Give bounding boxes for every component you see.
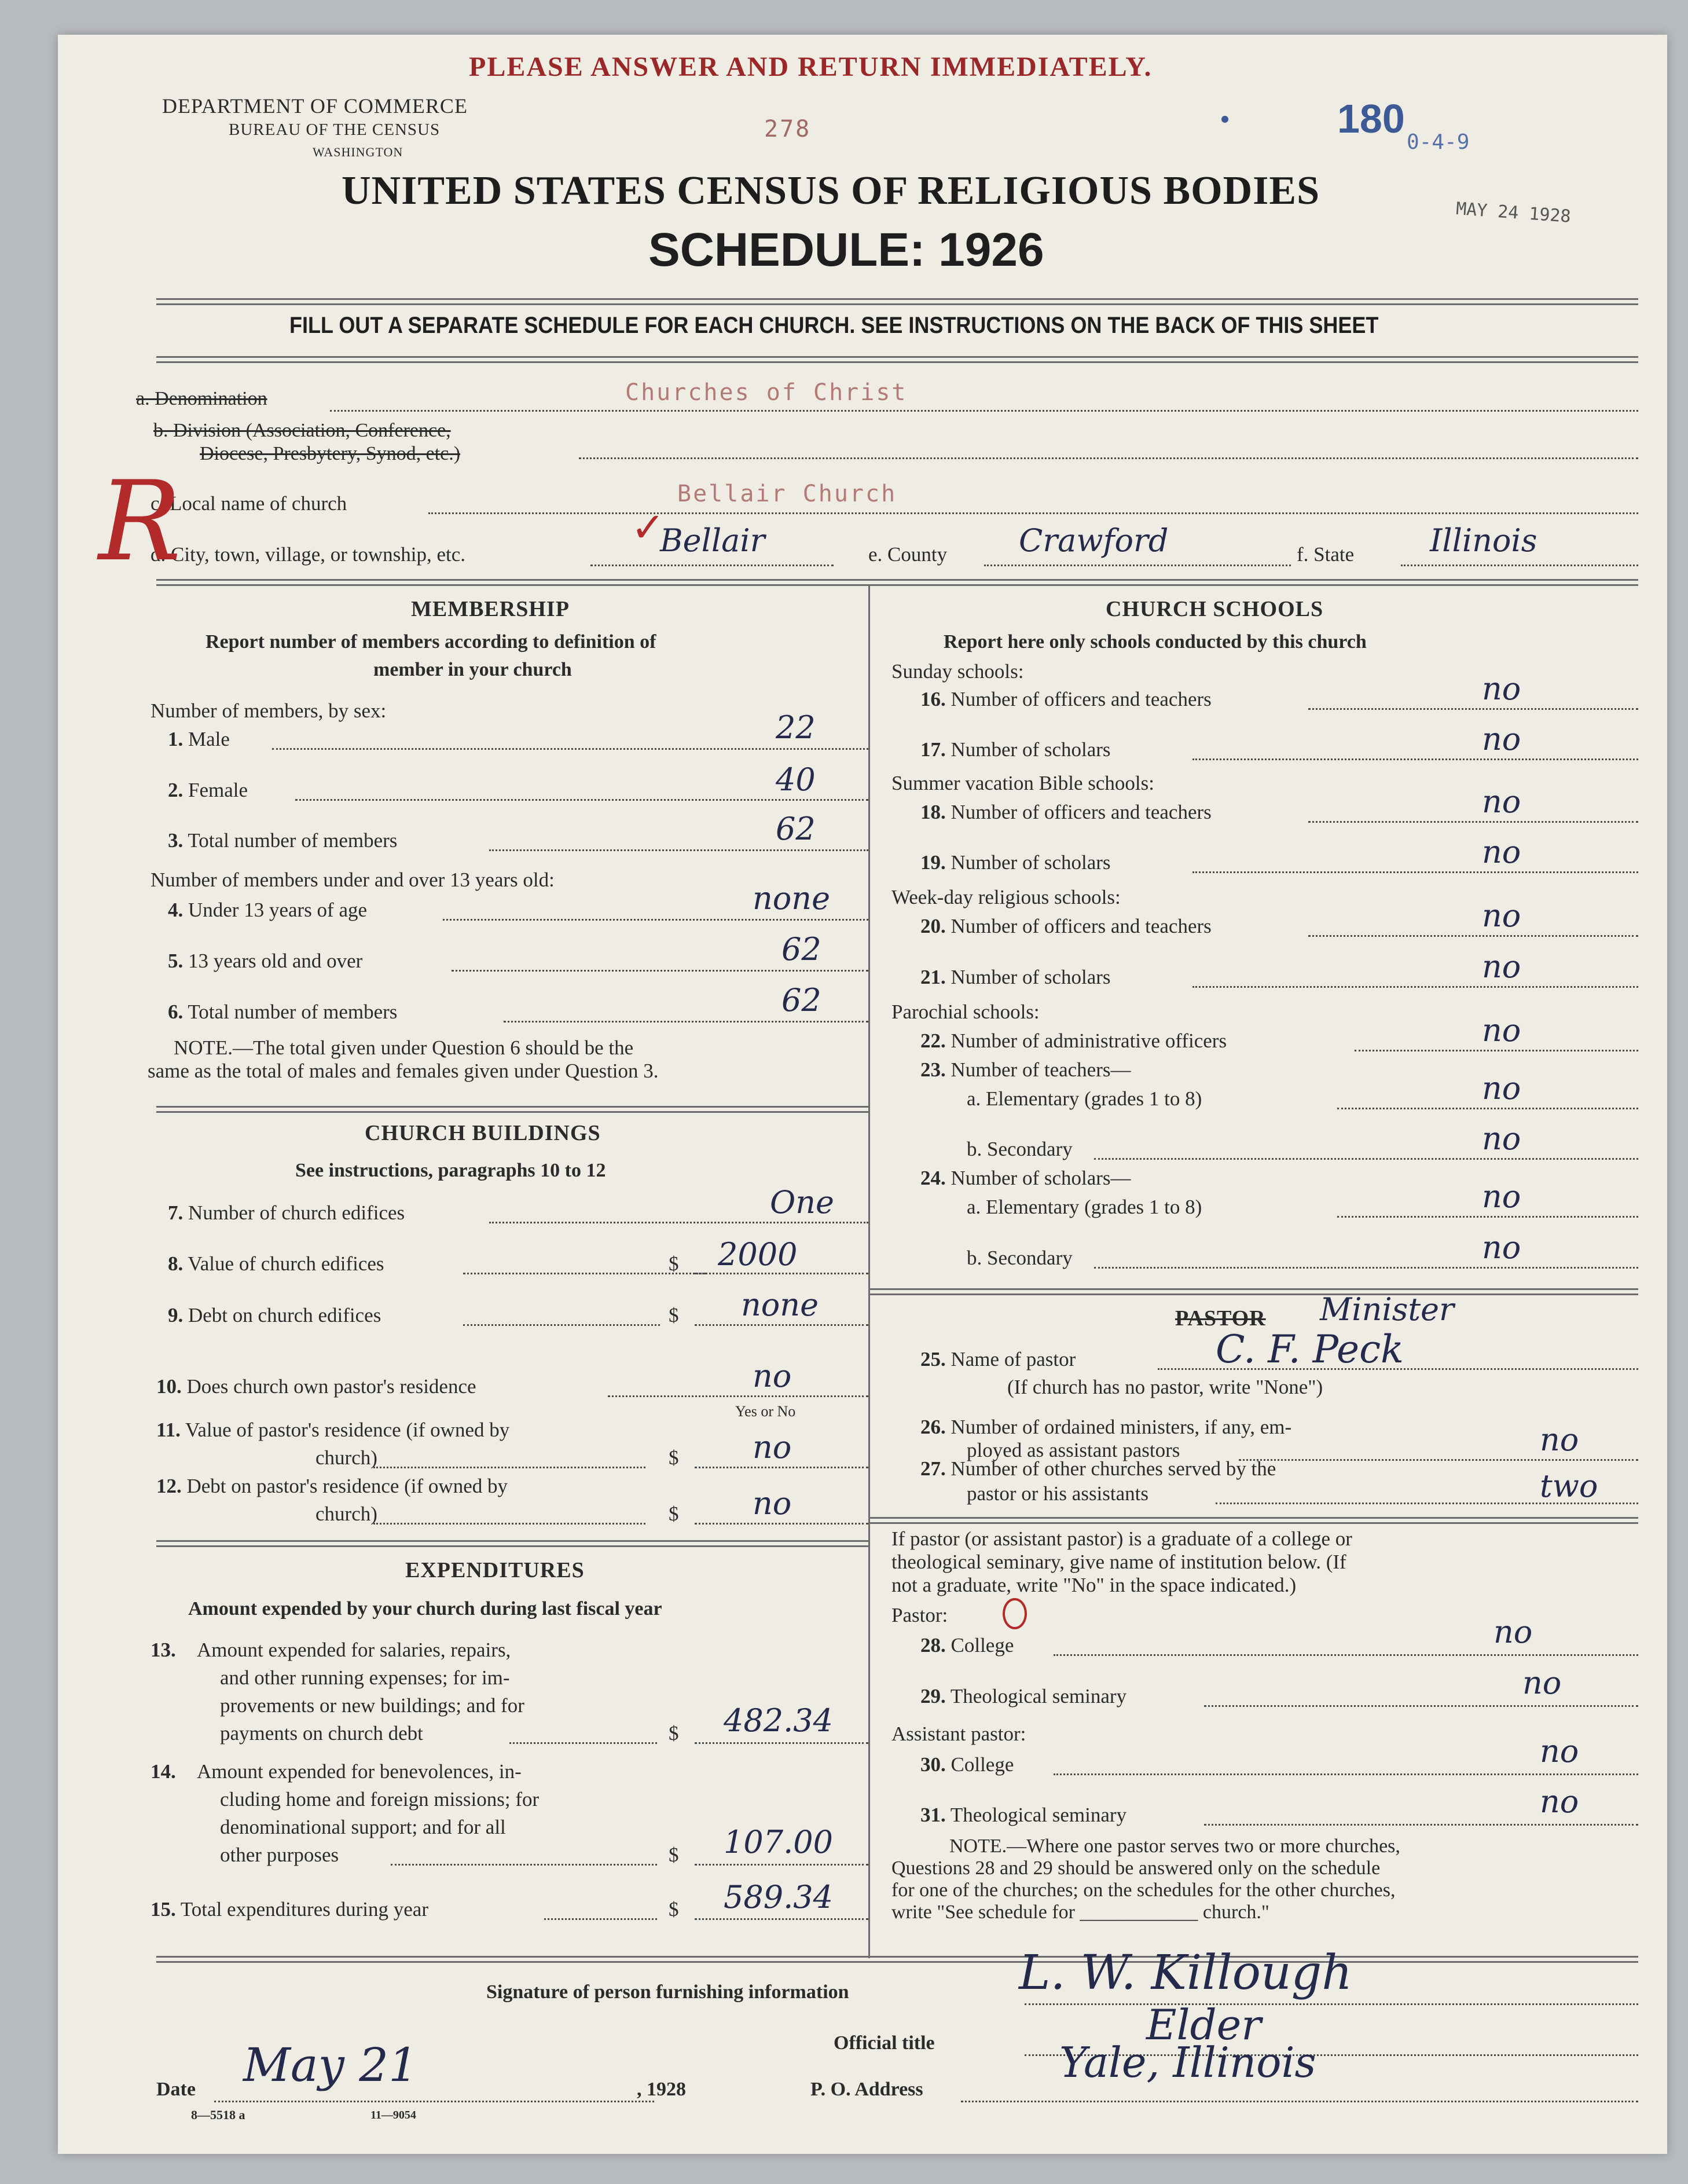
q12-label: 12. Debt on pastor's residence (if owned by	[156, 1475, 508, 1497]
q28-label: 28. College	[920, 1634, 1014, 1657]
q12-line	[373, 1523, 645, 1525]
q28-line	[1054, 1654, 1638, 1656]
q19-label: 19. Number of scholars	[920, 851, 1111, 874]
q10-value: no	[753, 1358, 792, 1394]
q10-label: 10. Does church own pastor's residence	[156, 1375, 476, 1398]
members-by-sex-label: Number of members, by sex:	[151, 699, 387, 722]
stamp-number: 180	[1337, 96, 1405, 141]
q9-amount-line	[695, 1324, 868, 1326]
q17-line	[1192, 758, 1638, 760]
city-value: Bellair	[660, 522, 765, 559]
sunday-schools-label: Sunday schools:	[891, 660, 1024, 683]
q24b-line	[1094, 1267, 1638, 1269]
q21-line	[1192, 986, 1638, 988]
date-value: May 21	[243, 2038, 419, 2092]
q15-value: 589.34	[724, 1879, 833, 1915]
q24b-label: b. Secondary	[967, 1247, 1073, 1269]
schools-rule	[868, 1288, 1638, 1295]
q8-dollar: $	[669, 1252, 679, 1275]
graduate-note-2: theological seminary, give name of institution below. (If	[891, 1551, 1346, 1573]
parochial-schools-label: Parochial schools:	[891, 1001, 1040, 1023]
q27-value: two	[1540, 1468, 1598, 1504]
signature-label: Signature of person furnishing information	[486, 1981, 849, 2003]
department-name: DEPARTMENT OF COMMERCE	[162, 94, 468, 118]
q14-line-4: other purposes	[220, 1844, 339, 1866]
q10-hint: Yes or No	[735, 1403, 796, 1420]
q23b-label: b. Secondary	[967, 1138, 1073, 1160]
print-number: 11—9054	[370, 2109, 416, 2121]
q19-value: no	[1482, 834, 1521, 870]
q13-line-3: provements or new buildings; and for	[220, 1694, 524, 1717]
check-mark-icon: ✓	[631, 504, 665, 551]
q13-line	[509, 1742, 657, 1744]
expenditures-heading: EXPENDITURES	[405, 1558, 585, 1582]
q8-value: 2000	[718, 1236, 798, 1273]
division-label: b. Division (Association, Conference,	[153, 420, 451, 441]
membership-subheading-2: member in your church	[373, 659, 572, 680]
q20-line	[1308, 935, 1638, 937]
q4-value: none	[753, 880, 831, 917]
q4-label: 4. Under 13 years of age	[168, 899, 368, 921]
q26-value: no	[1540, 1421, 1579, 1458]
address-value: Yale, Illinois	[1059, 2038, 1316, 2087]
county-value: Crawford	[1019, 522, 1169, 559]
file-number: 278	[764, 116, 812, 142]
pastor-note-3: for one of the churches; on the schedules for the other churches,	[891, 1879, 1396, 1901]
form-number: 8—5518 a	[191, 2108, 245, 2122]
q11-line	[373, 1467, 645, 1468]
q30-value: no	[1540, 1733, 1579, 1769]
q27-label: 27. Number of other churches served by the	[920, 1457, 1276, 1480]
q26-label-2: ployed as assistant pastors	[967, 1439, 1180, 1461]
q22-value: no	[1482, 1012, 1521, 1049]
q21-value: no	[1482, 948, 1521, 985]
address-line	[961, 2101, 1638, 2102]
q15-line	[544, 1918, 657, 1920]
q11-value: no	[753, 1429, 792, 1465]
red-circle-mark	[1003, 1598, 1027, 1629]
q17-value: no	[1482, 721, 1521, 757]
q10-line	[608, 1395, 868, 1397]
city-line	[590, 565, 834, 566]
stamp-dot	[1221, 116, 1228, 123]
weekday-schools-label: Week-day religious schools:	[891, 886, 1121, 908]
q14-dollar: $	[669, 1844, 679, 1866]
q23a-line	[1337, 1108, 1638, 1109]
city-label: d. City, town, village, or township, etc.	[151, 543, 466, 566]
pastor-heading: PASTOR	[1175, 1306, 1266, 1331]
state-label: f. State	[1297, 543, 1355, 566]
graduate-note: If pastor (or assistant pastor) is a graduate of a college or	[891, 1527, 1352, 1550]
pastor-note-2: Questions 28 and 29 should be answered only on the schedule	[891, 1857, 1381, 1879]
signature-line	[1025, 2003, 1638, 2005]
membership-rule	[156, 1106, 868, 1113]
q6-value: 62	[781, 982, 821, 1018]
column-divider	[868, 586, 870, 1958]
q6-line	[504, 1021, 868, 1023]
county-label: e. County	[868, 543, 948, 566]
q20-value: no	[1482, 897, 1521, 934]
q2-label: 2. Female	[168, 779, 248, 801]
q21-label: 21. Number of scholars	[920, 966, 1111, 988]
q12-label-2: church)	[315, 1503, 377, 1525]
q16-label: 16. Number of officers and teachers	[920, 688, 1212, 710]
q12-amount-line	[695, 1523, 868, 1525]
q31-label: 31. Theological seminary	[920, 1804, 1127, 1826]
q7-line	[489, 1222, 868, 1223]
bureau-city: WASHINGTON	[313, 145, 403, 159]
buildings-heading: CHURCH BUILDINGS	[365, 1121, 601, 1145]
return-banner: PLEASE ANSWER AND RETURN IMMEDIATELY.	[469, 52, 1153, 82]
schools-subheading: Report here only schools conducted by this church	[944, 631, 1367, 653]
q29-line	[1204, 1705, 1638, 1707]
q3-line	[489, 849, 868, 851]
q11-label-2: church)	[315, 1446, 377, 1469]
q11-label: 11. Value of pastor's residence (if owned by	[156, 1419, 510, 1441]
q17-label: 17. Number of scholars	[920, 738, 1111, 761]
q12-value: no	[753, 1485, 792, 1522]
schools-heading: CHURCH SCHOOLS	[1106, 597, 1324, 621]
q14-line	[391, 1864, 657, 1866]
date-year: , 1928	[637, 2079, 686, 2100]
q26-line	[1239, 1459, 1638, 1461]
q25-hint: (If church has no pastor, write "None")	[1007, 1376, 1323, 1398]
q15-dollar: $	[669, 1898, 679, 1921]
q11-amount-line	[695, 1467, 868, 1468]
q26-label: 26. Number of ordained ministers, if any, em-	[920, 1416, 1292, 1438]
membership-heading: MEMBERSHIP	[411, 597, 570, 621]
local-name-value: Bellair Church	[677, 481, 897, 507]
q31-line	[1204, 1824, 1638, 1826]
q13-dollar: $	[669, 1722, 679, 1745]
instruction-line: FILL OUT A SEPARATE SCHEDULE FOR EACH CHURCH. SEE INSTRUCTIONS ON THE BACK OF THIS SHEET	[289, 313, 1379, 338]
q5-value: 62	[781, 931, 821, 968]
bureau-name: BUREAU OF THE CENSUS	[229, 120, 441, 139]
pastor-rule	[868, 1517, 1638, 1524]
q30-label: 30. College	[920, 1753, 1014, 1776]
q4-line	[443, 919, 868, 921]
q29-value: no	[1522, 1665, 1562, 1701]
stamp-code: 0-4-9	[1407, 130, 1470, 154]
pastor-heading-hand: Minister	[1320, 1291, 1454, 1328]
division-line	[579, 457, 1638, 459]
buildings-subheading: See instructions, paragraphs 10 to 12	[295, 1160, 606, 1181]
q23a-value: no	[1482, 1070, 1521, 1106]
q29-label: 29. Theological seminary	[920, 1685, 1127, 1707]
signature-value: L. W. Killough	[1019, 1945, 1353, 2000]
q9-line	[463, 1324, 660, 1326]
q15-amount-line	[695, 1918, 868, 1920]
q18-line	[1308, 821, 1638, 823]
state-line	[1401, 565, 1638, 566]
q23b-line	[1094, 1158, 1638, 1160]
q13-line-2: and other running expenses; for im-	[220, 1666, 510, 1689]
q30-line	[1054, 1773, 1638, 1775]
date-label: Date	[156, 2079, 196, 2100]
pastor-note-4: write "See schedule for ____________ church."	[891, 1901, 1269, 1923]
q7-value: One	[770, 1184, 835, 1221]
q22-label: 22. Number of administrative officers	[920, 1029, 1227, 1052]
members-by-age-label: Number of members under and over 13 years old:	[151, 869, 555, 891]
q19-line	[1192, 871, 1638, 873]
q20-label: 20. Number of officers and teachers	[920, 915, 1212, 937]
q24a-line	[1337, 1216, 1638, 1218]
local-name-label: c. Local name of church	[151, 492, 347, 515]
assistant-pastor-label: Assistant pastor:	[891, 1723, 1026, 1745]
q1-label: 1. Male	[168, 728, 230, 750]
q7-label: 7. Number of church edifices	[168, 1201, 405, 1224]
q3-value: 62	[776, 811, 816, 847]
q31-value: no	[1540, 1783, 1579, 1820]
q23-label: 23. Number of teachers—	[920, 1058, 1131, 1081]
q27-label-2: pastor or his assistants	[967, 1482, 1149, 1505]
q11-dollar: $	[669, 1446, 679, 1469]
q8-amount-line	[695, 1273, 868, 1274]
header-rule	[156, 298, 1638, 305]
expenditures-subheading: Amount expended by your church during last fiscal year	[188, 1598, 662, 1619]
q28-value: no	[1493, 1614, 1533, 1650]
state-value: Illinois	[1430, 522, 1537, 559]
q14-value: 107.00	[724, 1824, 833, 1860]
q14-line-3: denominational support; and for all	[220, 1816, 506, 1838]
q9-dollar: $	[669, 1304, 679, 1326]
q13-value: 482.34	[724, 1702, 833, 1739]
q12-dollar: $	[669, 1503, 679, 1525]
q16-line	[1308, 708, 1638, 710]
form-title: UNITED STATES CENSUS OF RELIGIOUS BODIES	[342, 168, 1320, 213]
membership-note: NOTE.—The total given under Question 6 should be the	[174, 1036, 634, 1059]
q9-value: none	[741, 1287, 819, 1323]
q14-amount-line	[695, 1864, 868, 1866]
q18-value: no	[1482, 783, 1521, 820]
official-title-label: Official title	[834, 2032, 935, 2054]
q25-label: 25. Name of pastor	[920, 1348, 1076, 1371]
q13-number: 13.	[151, 1639, 176, 1661]
q5-line	[452, 970, 868, 972]
denomination-value: Churches of Christ	[625, 379, 908, 406]
denomination-label: a. Denomination	[136, 388, 267, 409]
instruction-rule	[156, 356, 1638, 363]
q24b-value: no	[1482, 1229, 1521, 1266]
denomination-line	[330, 410, 1638, 412]
buildings-rule	[156, 1540, 868, 1547]
membership-subheading: Report number of members according to definition of	[206, 631, 656, 653]
q1-line	[272, 748, 868, 750]
q13-line-1: Amount expended for salaries, repairs,	[197, 1639, 511, 1661]
q23a-label: a. Elementary (grades 1 to 8)	[967, 1087, 1202, 1110]
q24-label: 24. Number of scholars—	[920, 1167, 1131, 1189]
q23b-value: no	[1482, 1120, 1521, 1157]
q25-value: C. F. Peck	[1216, 1327, 1404, 1372]
summer-schools-label: Summer vacation Bible schools:	[891, 772, 1154, 794]
pastor-subsection-label: Pastor:	[891, 1604, 948, 1626]
q24a-label: a. Elementary (grades 1 to 8)	[967, 1196, 1202, 1218]
q16-value: no	[1482, 670, 1521, 707]
q14-line-2: cluding home and foreign missions; for	[220, 1788, 540, 1811]
reviewer-mark: R	[98, 457, 182, 585]
q13-line-4: payments on church debt	[220, 1722, 423, 1745]
q18-label: 18. Number of officers and teachers	[920, 801, 1212, 823]
pastor-note: NOTE.—Where one pastor serves two or more churches,	[949, 1835, 1400, 1857]
address-label: P. O. Address	[810, 2079, 923, 2100]
q5-label: 5. 13 years old and over	[168, 950, 363, 972]
county-line	[984, 565, 1291, 566]
q14-line-1: Amount expended for benevolences, in-	[197, 1760, 522, 1783]
q3-label: 3. Total number of members	[168, 829, 398, 852]
footer-rule	[156, 1956, 1638, 1963]
q13-amount-line	[695, 1742, 868, 1744]
membership-note-2: same as the total of males and females given under Question 3.	[148, 1060, 659, 1082]
census-schedule-sheet	[58, 35, 1667, 2154]
official-title-value: Elder	[1146, 2000, 1261, 2049]
q15-label: 15. Total expenditures during year	[151, 1898, 428, 1921]
q9-label: 9. Debt on church edifices	[168, 1304, 381, 1326]
schedule-title: SCHEDULE: 1926	[648, 223, 1044, 276]
received-date-stamp: MAY 24 1928	[1455, 199, 1572, 227]
q6-label: 6. Total number of members	[168, 1001, 398, 1023]
q22-line	[1355, 1050, 1638, 1051]
local-name-line	[428, 512, 1638, 514]
q24a-value: no	[1482, 1178, 1521, 1215]
q1-value: 22	[776, 709, 816, 746]
q8-label: 8. Value of church edifices	[168, 1252, 384, 1275]
division-label-2: Diocese, Presbytery, Synod, etc.)	[200, 443, 461, 464]
q2-line	[295, 799, 868, 801]
q2-value: 40	[776, 761, 816, 798]
date-line	[214, 2101, 654, 2102]
q14-number: 14.	[151, 1760, 176, 1783]
graduate-note-3: not a graduate, write "No" in the space indicated.)	[891, 1574, 1297, 1596]
section-rule	[156, 579, 1638, 586]
